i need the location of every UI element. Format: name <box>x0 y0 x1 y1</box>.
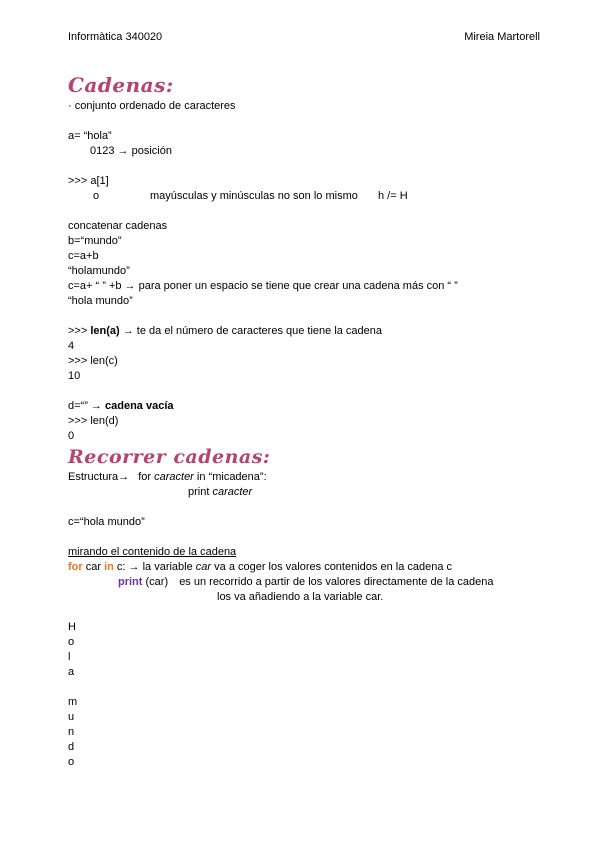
empty-label: cadena vacía <box>105 400 174 412</box>
len-c-result-line: 10 <box>68 370 81 382</box>
caracter-var2: caracter <box>212 486 253 498</box>
print-call-line <box>68 575 540 590</box>
structure-line <box>68 470 540 485</box>
section-title-cadenas: Cadenas: <box>68 73 174 97</box>
empty-string-line <box>68 399 540 414</box>
assign-c2-line: c=“hola mundo” <box>68 516 145 528</box>
print-structure-line <box>68 485 540 500</box>
loop-head: c: → la variable <box>116 561 193 573</box>
concat-space-result-line: “hola mundo” <box>68 295 133 307</box>
header-author: Mireia Martorell <box>464 31 540 43</box>
index-result: o <box>93 190 100 202</box>
output-letter: m <box>68 696 78 708</box>
concat-result-line: “holamundo” <box>68 265 130 277</box>
for-word: for <box>138 471 152 483</box>
micadena-literal: “micadena”: <box>208 471 267 483</box>
case-example: h /= H <box>378 190 408 202</box>
print-note: es un recorrido a partir de los valores directamente de la cadena <box>179 576 494 588</box>
output-letter: n <box>68 726 75 738</box>
document-header <box>68 30 540 45</box>
output-letter: l <box>68 651 71 663</box>
output-letter: d <box>68 741 75 753</box>
len-c-prompt-line: >>> len(c) <box>68 355 118 367</box>
keyword-for: for <box>68 561 83 573</box>
definition-line: · conjunto ordenado de caracteres <box>68 100 236 112</box>
print-args: (car) <box>145 576 169 588</box>
keyword-print: print <box>118 576 143 588</box>
concat-label-line: concatenar cadenas <box>68 220 168 232</box>
loop-line <box>68 560 540 575</box>
print-note2-line: los va añadiendo a la variable car. <box>217 591 384 603</box>
print-word: print <box>188 486 210 498</box>
len-a-result-line: 4 <box>68 340 75 352</box>
output-letter: o <box>68 636 75 648</box>
len-a-line <box>68 324 540 339</box>
loop-var: car <box>85 561 102 573</box>
concat-space-line: c=a+ “ ” +b → para poner un espacio se tiene que crear una cadena más con “ ” <box>68 280 458 292</box>
caracter-var: caracter <box>154 471 194 483</box>
subtitle-line <box>68 545 540 560</box>
assign-a-line: a= “hola” <box>68 130 112 142</box>
case-note: mayúsculas y minúsculas no son lo mismo <box>150 190 358 202</box>
index-prompt-line: >>> a[1] <box>68 175 109 187</box>
positions-line: 0123 → posición <box>90 145 172 157</box>
output-letter: o <box>68 756 75 768</box>
len-call: len(a) <box>90 325 120 337</box>
subtitle-underlined: mirando el contenido de la cadena <box>68 546 237 558</box>
keyword-in: in <box>104 561 114 573</box>
assign-b-line: b=“mundo” <box>68 235 122 247</box>
len-d-prompt-line: >>> len(d) <box>68 415 119 427</box>
output-letter: a <box>68 666 75 678</box>
loop-note: va a coger los valores contenidos en la cadena c <box>214 561 453 573</box>
in-word: in <box>196 471 206 483</box>
output-letter: H <box>68 621 76 633</box>
index-result-line <box>68 189 540 204</box>
output-letter: u <box>68 711 75 723</box>
assign-c-line: c=a+b <box>68 250 99 262</box>
loop-var-italic: car <box>195 561 212 573</box>
len-note: → te da el número de caracteres que tiene la cadena <box>122 325 383 337</box>
len-d-result-line: 0 <box>68 430 75 442</box>
empty-assign: d=“” → <box>68 400 102 412</box>
header-course: Informàtica 340020 <box>68 31 163 43</box>
structure-label: Estructura→ <box>68 471 130 483</box>
section-title-recorrer: Recorrer cadenas: <box>68 446 271 468</box>
len-prompt: >>> <box>68 325 88 337</box>
